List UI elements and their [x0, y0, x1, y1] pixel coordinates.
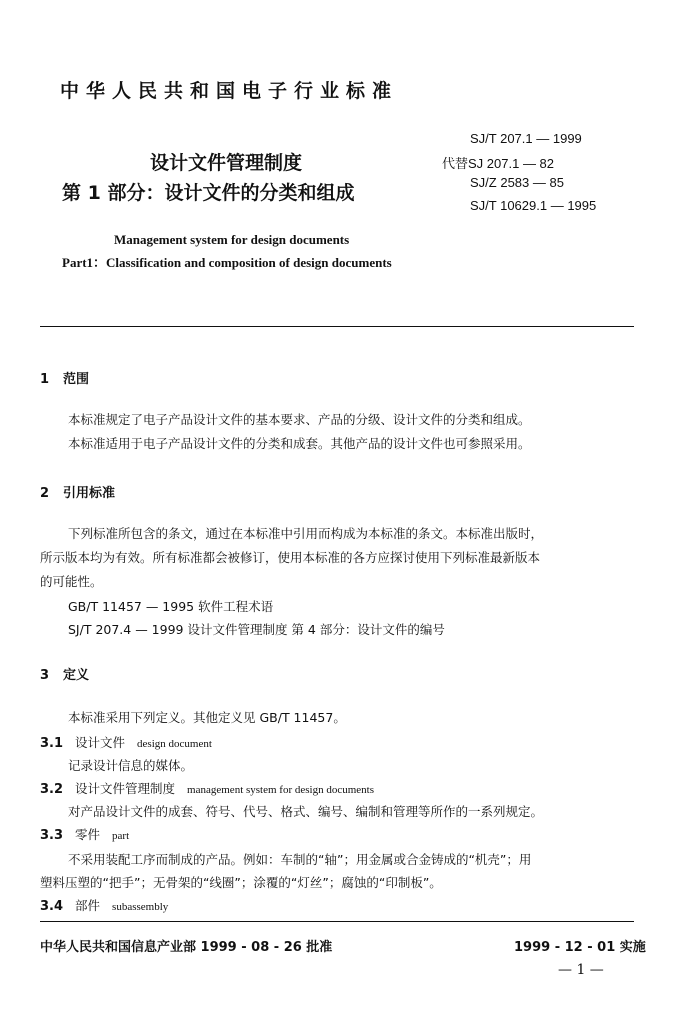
replaces-code-3: SJ/T 10629.1 — 1995	[470, 198, 597, 213]
definition-3-1-term: 设计文件	[75, 735, 126, 750]
replaces-line-1	[442, 153, 554, 172]
section-2-paragraph-line-2: 所示版本均为有效。所有标准都会被修订，使用本标准的各方应探讨使用下列标准最新版本	[40, 550, 541, 565]
definition-3-3-term: 零件	[75, 827, 101, 842]
section-3-number: 3	[40, 668, 50, 683]
header-rule	[40, 326, 634, 327]
section-1-paragraph-2: 本标准适用于电子产品设计文件的分类和成套。其他产品的设计文件也可参照采用。	[68, 436, 531, 451]
definition-3-4-number: 3.4	[40, 899, 64, 914]
replaces-code-1: SJ 207.1 — 82	[468, 156, 555, 171]
section-2-number: 2	[40, 486, 50, 501]
section-2-heading	[40, 482, 115, 501]
definition-3-1-text: 记录设计信息的媒体。	[68, 758, 194, 773]
section-2-paragraph-line-1: 下列标准所包含的条文，通过在本标准中引用而构成为本标准的条文。本标准出版时，	[68, 526, 544, 541]
normative-reference-1: GB/T 11457 — 1995 软件工程术语	[68, 599, 274, 614]
definition-3-2-term: 设计文件管理制度	[75, 781, 176, 796]
page-number: — 1 —	[558, 962, 604, 978]
title-line2: 第 1 部分：设计文件的分类和组成	[62, 182, 355, 204]
definition-3-3-text-line-1: 不采用装配工序而制成的产品。例如：车制的“轴”；用金属或合金铸成的“机壳”；用	[68, 852, 532, 867]
section-3-intro: 本标准采用下列定义。其他定义见 GB/T 11457。	[68, 710, 346, 725]
header-title: 中华人民共和国电子行业标准	[60, 80, 399, 102]
definition-3-3-english: part	[112, 830, 130, 842]
section-2-paragraph-line-3: 的可能性。	[40, 574, 103, 589]
title-line1: 设计文件管理制度	[150, 152, 303, 174]
replaces-label: 代替	[442, 156, 469, 171]
definition-3-1-english: design document	[137, 738, 212, 750]
definition-3-1-number: 3.1	[40, 736, 64, 751]
replaces-code-2: SJ/Z 2583 — 85	[470, 175, 564, 190]
standard-code: SJ/T 207.1 — 1999	[470, 131, 582, 146]
definition-3-4-heading	[40, 896, 168, 914]
definition-3-4-term: 部件	[75, 898, 101, 913]
definition-3-2-english: management system for design documents	[187, 784, 375, 796]
definition-3-2-number: 3.2	[40, 782, 64, 797]
title-english-line2: Part1：Classification and composition of design documents	[62, 255, 392, 270]
definition-3-3-number: 3.3	[40, 828, 64, 843]
definition-3-4-english: subassembly	[112, 901, 169, 913]
section-1-title: 范围	[63, 372, 90, 387]
definition-3-3-text-line-2: 塑料压塑的“把手”；无骨架的“线圈”；涂覆的“灯丝”；腐蚀的“印制板”。	[40, 875, 442, 890]
definition-3-3-heading	[40, 825, 129, 843]
definition-3-2-heading	[40, 779, 374, 797]
section-2-title: 引用标准	[63, 486, 116, 501]
footer-rule	[40, 921, 634, 922]
section-1-paragraph-1: 本标准规定了电子产品设计文件的基本要求、产品的分级、设计文件的分类和组成。	[68, 412, 531, 427]
normative-reference-2: SJ/T 207.4 — 1999 设计文件管理制度 第 4 部分：设计文件的编号	[68, 622, 445, 637]
section-3-title: 定义	[63, 668, 90, 683]
definition-3-1-heading	[40, 733, 212, 751]
implementation-date: 1999 - 12 - 01 实施	[514, 940, 646, 955]
section-1-number: 1	[40, 372, 50, 387]
section-1-heading	[40, 368, 89, 387]
definition-3-2-text: 对产品设计文件的成套、符号、代号、格式、编号、编制和管理等所作的一系列规定。	[68, 804, 544, 819]
approval-date: 中华人民共和国信息产业部 1999 - 08 - 26 批准	[40, 940, 333, 955]
title-english-line1: Management system for design documents	[114, 232, 350, 247]
section-3-heading	[40, 664, 89, 683]
